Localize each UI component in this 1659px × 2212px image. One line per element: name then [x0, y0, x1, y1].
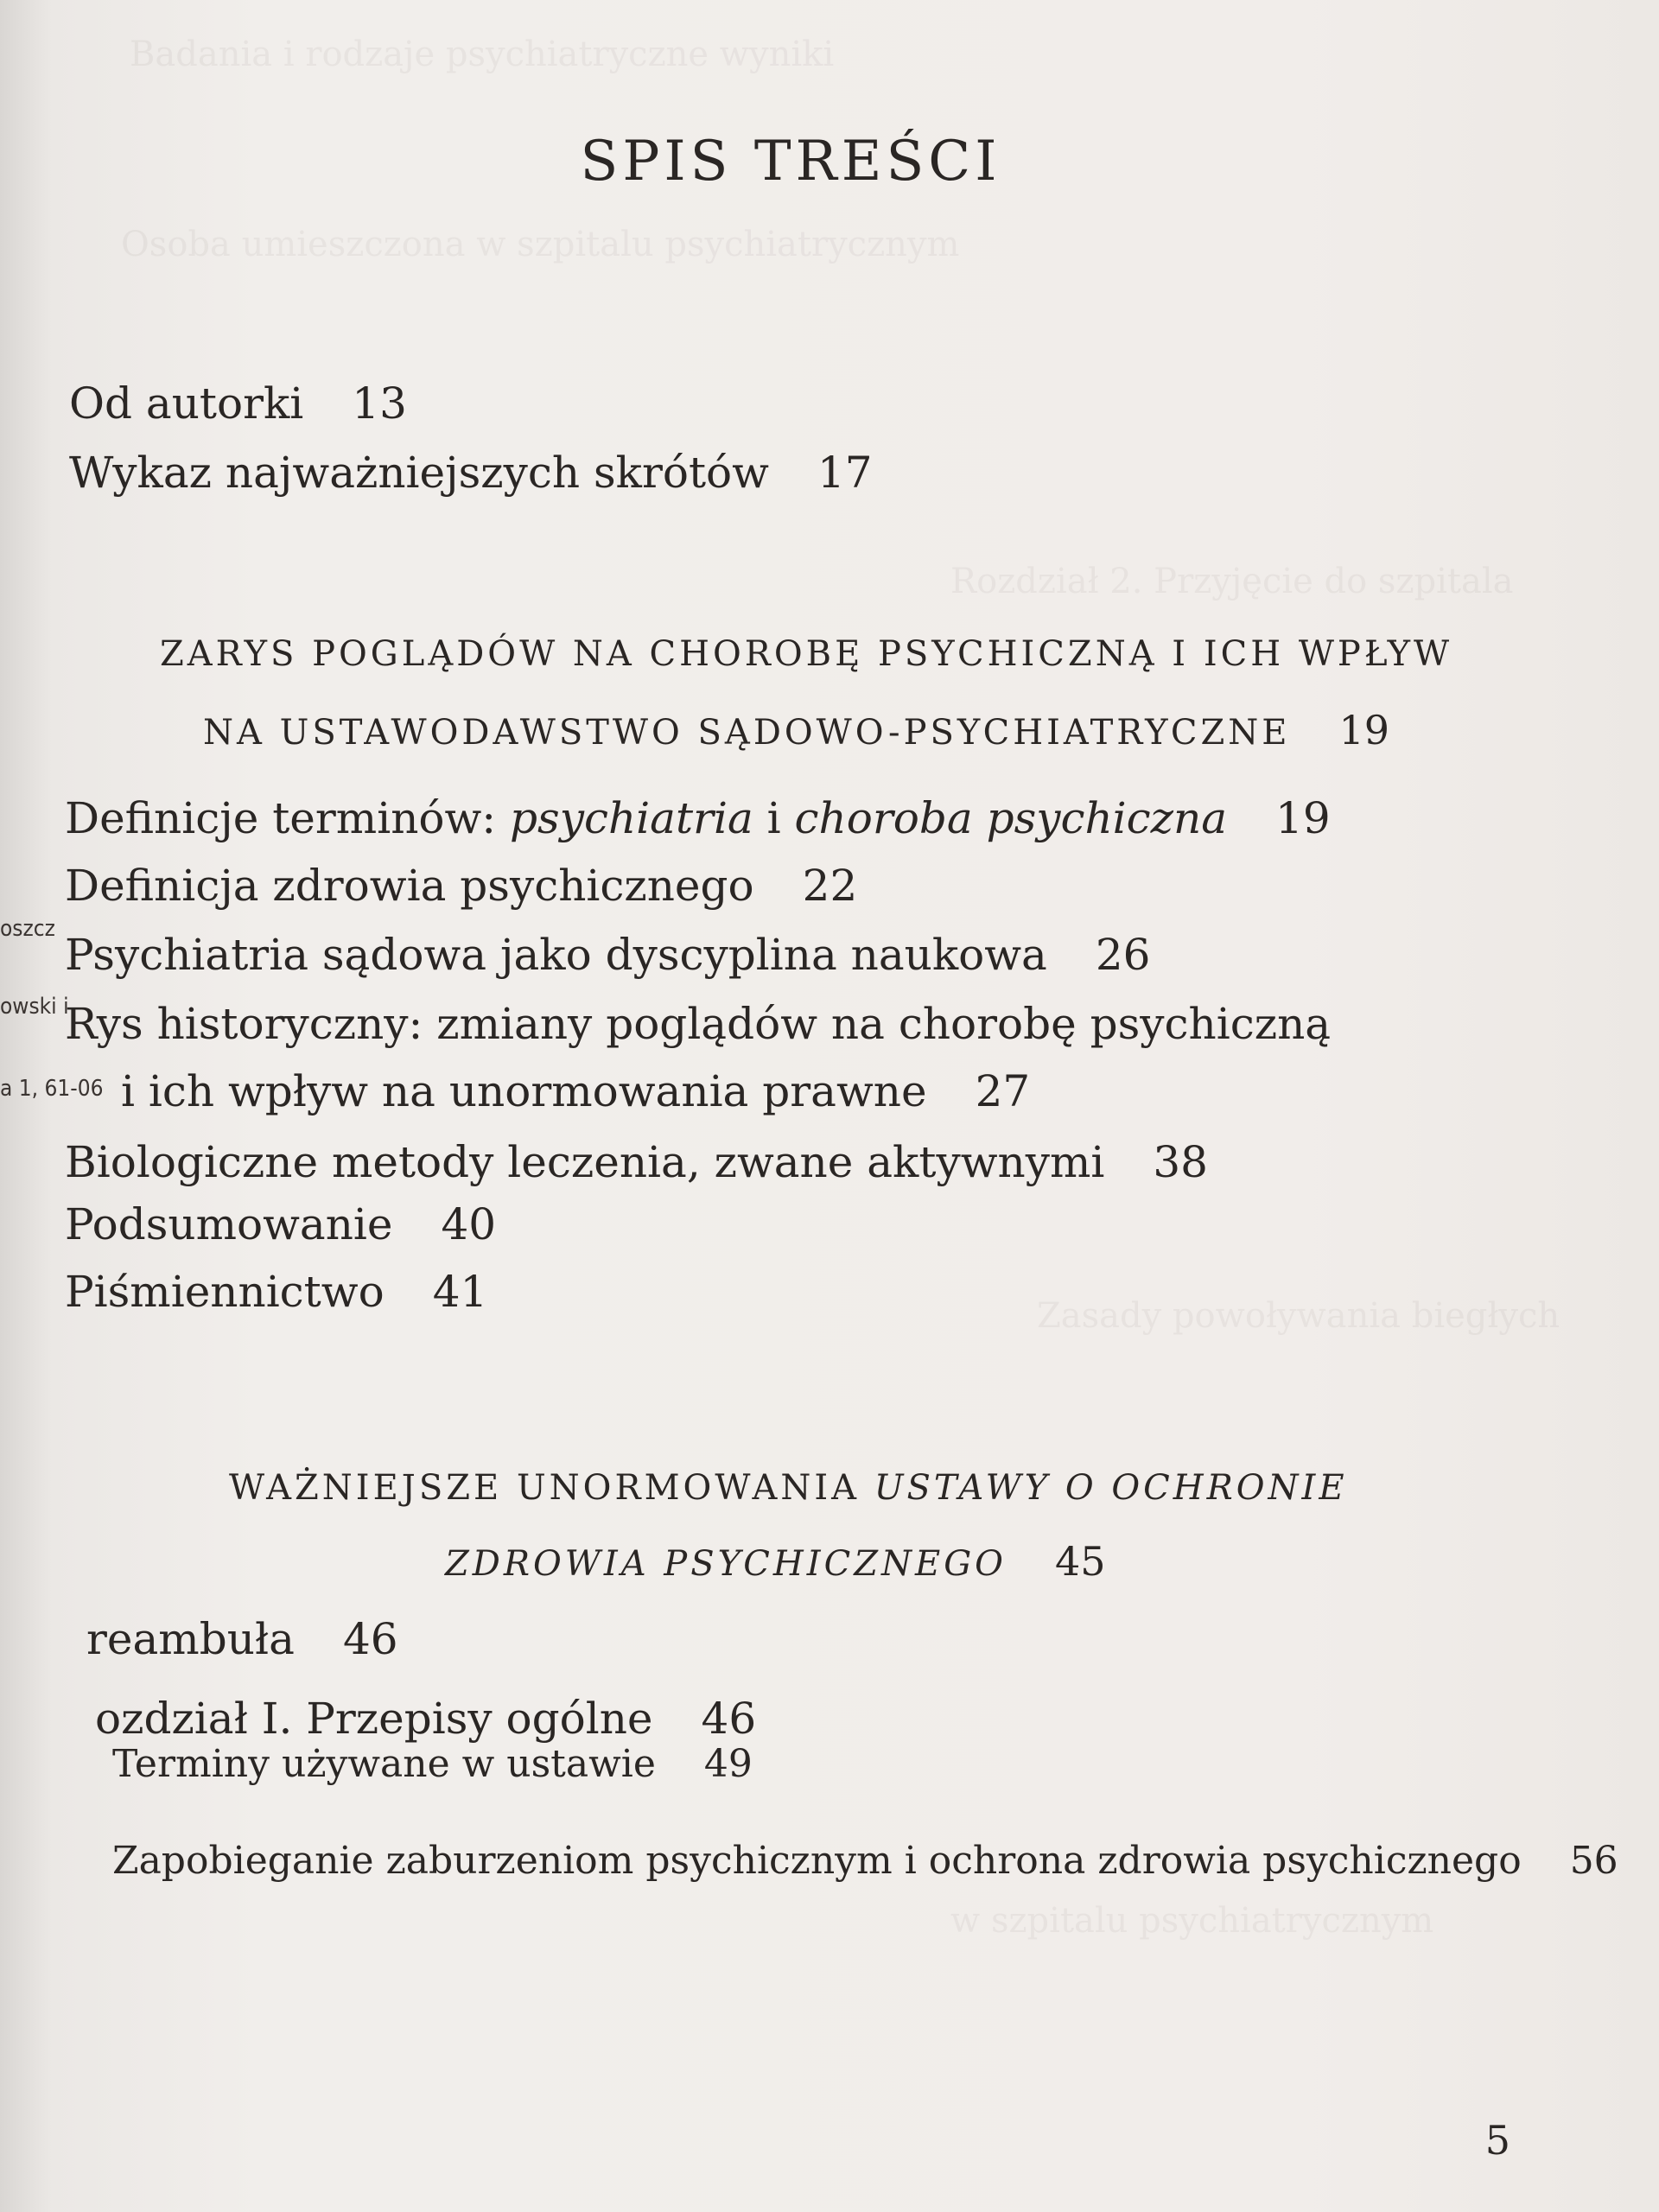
bleed-through-text: Zasady powoływania biegłych	[1037, 1296, 1560, 1336]
toc-entry-page: 46	[701, 1694, 757, 1744]
toc-entry-page: 38	[1153, 1137, 1208, 1187]
page-number: 5	[1484, 2117, 1510, 2164]
toc-entry-label: Piśmiennictwo	[65, 1267, 385, 1317]
section-heading	[203, 709, 1389, 753]
bleed-through-text: Osoba umieszczona w szpitalu psychiatrycznym	[121, 225, 960, 264]
bleed-through-text: Rozdział 2. Przyjęcie do szpitala	[950, 562, 1514, 601]
toc-entry	[65, 1139, 1208, 1186]
edge-fragment: owski i	[0, 994, 69, 1020]
edge-fragment: oszcz	[0, 916, 55, 942]
section-heading-line: ZARYS POGLĄDÓW NA CHOROBĘ PSYCHICZNĄ I ICH WPŁYW	[160, 634, 1453, 674]
toc-entry-page: 19	[1275, 793, 1331, 843]
toc-entry-label: Wykaz najważniejszych skrótów	[69, 448, 769, 498]
page-title: SPIS TREŚCI	[580, 130, 1001, 194]
toc-entry	[95, 1695, 756, 1743]
toc-entry-label: Zapobieganie zaburzeniom psychicznym i ochrona zdrowia psychicznego	[112, 1839, 1522, 1883]
toc-entry	[86, 1616, 398, 1663]
toc-subentry	[112, 1840, 1618, 1882]
section-heading-page: 19	[1338, 707, 1389, 753]
toc-entry-label: reambuła	[86, 1614, 295, 1664]
toc-entry-page: 49	[703, 1742, 753, 1786]
toc-subentry	[112, 1744, 753, 1785]
section-heading-line: NA USTAWODAWSTWO SĄDOWO-PSYCHIATRYCZNE	[203, 713, 1291, 753]
toc-entry	[69, 449, 873, 497]
toc-entry	[65, 1201, 496, 1249]
toc-entry-label: i	[753, 793, 795, 843]
toc-entry	[65, 795, 1331, 842]
toc-entry-label: i ich wpływ na unormowania prawne	[121, 1066, 927, 1116]
toc-entry-page: 22	[802, 861, 858, 911]
toc-entry-label: Terminy używane w ustawie	[112, 1742, 656, 1786]
toc-entry-page: 26	[1095, 930, 1151, 980]
toc-entry-page: 17	[817, 448, 873, 498]
toc-entry	[69, 380, 407, 428]
section-heading-line-italic: USTAWY O OCHRONIE	[874, 1468, 1348, 1508]
toc-entry-page: 27	[975, 1066, 1031, 1116]
toc-entry-continuation	[121, 1068, 1030, 1116]
toc-entry-label: Podsumowanie	[65, 1199, 393, 1249]
toc-entry-label: Definicje terminów:	[65, 793, 511, 843]
toc-entry	[65, 862, 857, 910]
section-heading	[229, 1469, 1348, 1507]
toc-entry	[65, 1001, 1331, 1048]
toc-entry-page: 40	[441, 1199, 497, 1249]
toc-entry-label: Od autorki	[69, 378, 304, 429]
toc-entry-page: 41	[432, 1267, 488, 1317]
section-heading-line-italic: ZDROWIA PSYCHICZNEGO	[445, 1544, 1007, 1584]
toc-entry-page: 13	[352, 378, 407, 429]
bleed-through-text: Badania i rodzaje psychiatryczne wyniki	[130, 35, 835, 74]
section-heading-line: WAŻNIEJSZE UNORMOWANIA	[229, 1468, 874, 1508]
toc-entry-label: Biologiczne metody leczenia, zwane aktywnymi	[65, 1137, 1105, 1187]
section-heading-page: 45	[1054, 1538, 1106, 1585]
toc-entry	[65, 1268, 487, 1316]
toc-entry	[65, 931, 1151, 979]
toc-entry-label: Psychiatria sądowa jako dyscyplina naukowa	[65, 930, 1047, 980]
toc-entry-page: 56	[1569, 1839, 1618, 1883]
toc-entry-label-italic: psychiatria	[510, 793, 753, 843]
section-heading	[160, 635, 1452, 673]
toc-entry-label-italic: choroba psychiczna	[794, 793, 1228, 843]
edge-fragment: a 1, 61-06	[0, 1076, 104, 1102]
toc-entry-label: Rys historyczny: zmiany poglądów na chorobę psychiczną	[65, 999, 1332, 1049]
section-heading	[445, 1540, 1106, 1584]
bleed-through-text: w szpitalu psychiatrycznym	[950, 1901, 1434, 1941]
toc-entry-page: 46	[342, 1614, 398, 1664]
toc-entry-label: ozdział I. Przepisy ogólne	[95, 1694, 653, 1744]
toc-entry-label: Definicja zdrowia psychicznego	[65, 861, 754, 911]
